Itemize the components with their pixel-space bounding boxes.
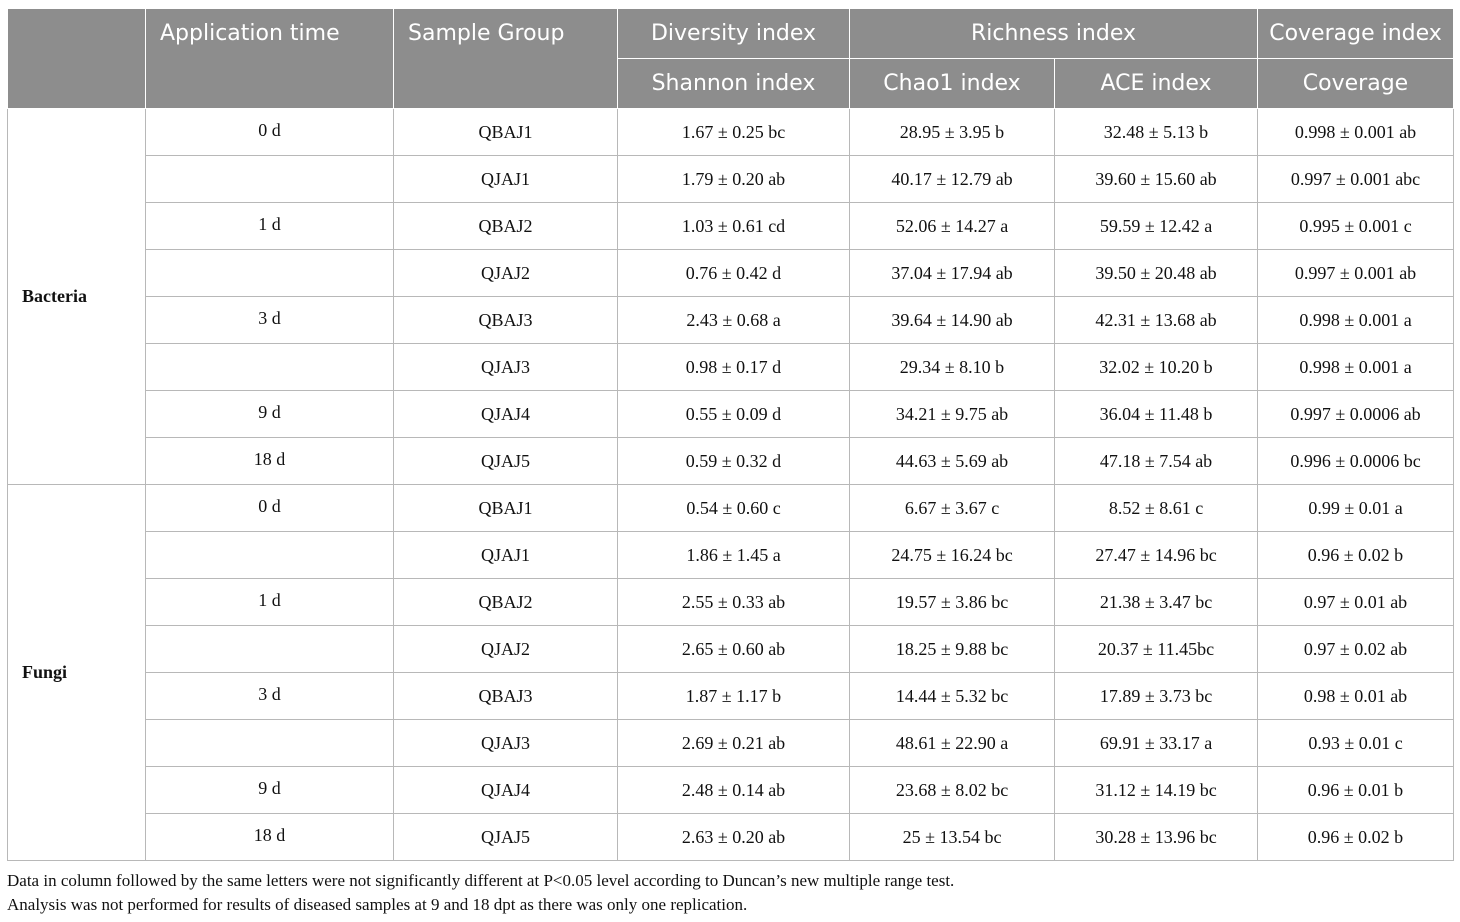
cell-time: 18 d xyxy=(146,814,394,861)
cell-shannon: 1.79 ± 0.20 ab xyxy=(618,156,850,203)
cell-chao1: 6.67 ± 3.67 c xyxy=(850,485,1055,532)
cell-ace: 20.37 ± 11.45bc xyxy=(1055,626,1258,673)
cell-time: 1 d xyxy=(146,203,394,250)
cell-coverage: 0.93 ± 0.01 c xyxy=(1258,720,1454,767)
cell-time xyxy=(146,344,394,391)
cell-coverage: 0.98 ± 0.01 ab xyxy=(1258,673,1454,720)
cell-time: 1 d xyxy=(146,579,394,626)
cell-ace: 47.18 ± 7.54 ab xyxy=(1055,438,1258,485)
cell-sample: QJAJ3 xyxy=(394,344,618,391)
cell-coverage: 0.996 ± 0.0006 bc xyxy=(1258,438,1454,485)
cell-time: 9 d xyxy=(146,391,394,438)
cell-chao1: 23.68 ± 8.02 bc xyxy=(850,767,1055,814)
cell-ace: 39.50 ± 20.48 ab xyxy=(1055,250,1258,297)
table-row xyxy=(8,626,1454,673)
cell-sample: QJAJ4 xyxy=(394,391,618,438)
cell-sample: QJAJ4 xyxy=(394,767,618,814)
table-row xyxy=(8,532,1454,579)
group-label-bacteria: Bacteria xyxy=(8,109,146,485)
header-diversity-index: Diversity index xyxy=(618,9,850,59)
cell-ace: 59.59 ± 12.42 a xyxy=(1055,203,1258,250)
cell-coverage: 0.998 ± 0.001 ab xyxy=(1258,109,1454,156)
cell-time: 0 d xyxy=(146,485,394,532)
header-coverage-index: Coverage index xyxy=(1258,9,1454,59)
cell-chao1: 24.75 ± 16.24 bc xyxy=(850,532,1055,579)
note-line-2: Analysis was not performed for results of diseased samples at 9 and 18 dpt as there was only one replication. xyxy=(7,895,748,914)
cell-time xyxy=(146,626,394,673)
cell-shannon: 2.63 ± 0.20 ab xyxy=(618,814,850,861)
table-row xyxy=(8,250,1454,297)
header-sample-group: Sample Group xyxy=(394,9,618,109)
cell-shannon: 1.86 ± 1.45 a xyxy=(618,532,850,579)
cell-shannon: 2.48 ± 0.14 ab xyxy=(618,767,850,814)
table-row xyxy=(8,438,1454,485)
cell-shannon: 1.67 ± 0.25 bc xyxy=(618,109,850,156)
cell-chao1: 19.57 ± 3.86 bc xyxy=(850,579,1055,626)
cell-ace: 31.12 ± 14.19 bc xyxy=(1055,767,1258,814)
cell-chao1: 52.06 ± 14.27 a xyxy=(850,203,1055,250)
cell-coverage: 0.997 ± 0.0006 ab xyxy=(1258,391,1454,438)
table-row xyxy=(8,579,1454,626)
cell-chao1: 14.44 ± 5.32 bc xyxy=(850,673,1055,720)
cell-sample: QBAJ2 xyxy=(394,579,618,626)
cell-time xyxy=(146,156,394,203)
header-shannon-index: Shannon index xyxy=(618,59,850,109)
cell-chao1: 39.64 ± 14.90 ab xyxy=(850,297,1055,344)
cell-time: 0 d xyxy=(146,109,394,156)
cell-sample: QJAJ2 xyxy=(394,626,618,673)
cell-coverage: 0.96 ± 0.02 b xyxy=(1258,532,1454,579)
table-row xyxy=(8,485,1454,532)
cell-chao1: 29.34 ± 8.10 b xyxy=(850,344,1055,391)
cell-coverage: 0.998 ± 0.001 a xyxy=(1258,297,1454,344)
cell-ace: 30.28 ± 13.96 bc xyxy=(1055,814,1258,861)
cell-chao1: 44.63 ± 5.69 ab xyxy=(850,438,1055,485)
cell-ace: 32.02 ± 10.20 b xyxy=(1055,344,1258,391)
cell-ace: 27.47 ± 14.96 bc xyxy=(1055,532,1258,579)
note-line-1: Data in column followed by the same letters were not significantly different at P<0.05 level according to Duncan’s new multiple range test. xyxy=(7,871,955,890)
cell-sample: QBAJ3 xyxy=(394,297,618,344)
table-notes xyxy=(7,869,1453,917)
cell-chao1: 34.21 ± 9.75 ab xyxy=(850,391,1055,438)
cell-chao1: 48.61 ± 22.90 a xyxy=(850,720,1055,767)
header-blank xyxy=(8,9,146,109)
cell-sample: QBAJ2 xyxy=(394,203,618,250)
cell-sample: QJAJ1 xyxy=(394,532,618,579)
cell-sample: QJAJ2 xyxy=(394,250,618,297)
group-label-fungi: Fungi xyxy=(8,485,146,861)
cell-time xyxy=(146,720,394,767)
table-row xyxy=(8,391,1454,438)
cell-shannon: 2.43 ± 0.68 a xyxy=(618,297,850,344)
cell-time: 3 d xyxy=(146,297,394,344)
cell-shannon: 1.03 ± 0.61 cd xyxy=(618,203,850,250)
cell-sample: QBAJ1 xyxy=(394,109,618,156)
cell-sample: QJAJ1 xyxy=(394,156,618,203)
cell-ace: 8.52 ± 8.61 c xyxy=(1055,485,1258,532)
cell-coverage: 0.997 ± 0.001 ab xyxy=(1258,250,1454,297)
cell-ace: 36.04 ± 11.48 b xyxy=(1055,391,1258,438)
header-coverage: Coverage xyxy=(1258,59,1454,109)
table-row xyxy=(8,156,1454,203)
cell-shannon: 0.98 ± 0.17 d xyxy=(618,344,850,391)
cell-ace: 32.48 ± 5.13 b xyxy=(1055,109,1258,156)
table-row xyxy=(8,203,1454,250)
cell-chao1: 37.04 ± 17.94 ab xyxy=(850,250,1055,297)
cell-coverage: 0.97 ± 0.02 ab xyxy=(1258,626,1454,673)
cell-shannon: 0.55 ± 0.09 d xyxy=(618,391,850,438)
cell-ace: 69.91 ± 33.17 a xyxy=(1055,720,1258,767)
cell-coverage: 0.96 ± 0.02 b xyxy=(1258,814,1454,861)
cell-ace: 39.60 ± 15.60 ab xyxy=(1055,156,1258,203)
cell-time xyxy=(146,250,394,297)
cell-coverage: 0.96 ± 0.01 b xyxy=(1258,767,1454,814)
cell-time xyxy=(146,532,394,579)
cell-sample: QJAJ5 xyxy=(394,438,618,485)
table-row xyxy=(8,720,1454,767)
cell-coverage: 0.97 ± 0.01 ab xyxy=(1258,579,1454,626)
cell-time: 18 d xyxy=(146,438,394,485)
cell-shannon: 0.59 ± 0.32 d xyxy=(618,438,850,485)
table-row xyxy=(8,344,1454,391)
diversity-table xyxy=(7,8,1454,861)
table-row xyxy=(8,673,1454,720)
cell-time: 3 d xyxy=(146,673,394,720)
cell-shannon: 2.55 ± 0.33 ab xyxy=(618,579,850,626)
cell-sample: QBAJ1 xyxy=(394,485,618,532)
table-row xyxy=(8,297,1454,344)
cell-coverage: 0.995 ± 0.001 c xyxy=(1258,203,1454,250)
table-body xyxy=(8,109,1454,861)
cell-shannon: 0.54 ± 0.60 c xyxy=(618,485,850,532)
cell-ace: 17.89 ± 3.73 bc xyxy=(1055,673,1258,720)
table-row xyxy=(8,109,1454,156)
cell-chao1: 28.95 ± 3.95 b xyxy=(850,109,1055,156)
cell-time: 9 d xyxy=(146,767,394,814)
header-application-time: Application time xyxy=(146,9,394,109)
table-row xyxy=(8,767,1454,814)
cell-sample: QJAJ5 xyxy=(394,814,618,861)
header-ace-index: ACE index xyxy=(1055,59,1258,109)
results-table-container xyxy=(7,8,1453,917)
cell-chao1: 40.17 ± 12.79 ab xyxy=(850,156,1055,203)
table-row xyxy=(8,814,1454,861)
header-chao1-index: Chao1 index xyxy=(850,59,1055,109)
cell-coverage: 0.998 ± 0.001 a xyxy=(1258,344,1454,391)
cell-shannon: 0.76 ± 0.42 d xyxy=(618,250,850,297)
cell-ace: 21.38 ± 3.47 bc xyxy=(1055,579,1258,626)
cell-sample: QBAJ3 xyxy=(394,673,618,720)
cell-shannon: 2.65 ± 0.60 ab xyxy=(618,626,850,673)
cell-shannon: 1.87 ± 1.17 b xyxy=(618,673,850,720)
table-header xyxy=(8,9,1454,109)
cell-shannon: 2.69 ± 0.21 ab xyxy=(618,720,850,767)
cell-coverage: 0.99 ± 0.01 a xyxy=(1258,485,1454,532)
cell-chao1: 25 ± 13.54 bc xyxy=(850,814,1055,861)
cell-coverage: 0.997 ± 0.001 abc xyxy=(1258,156,1454,203)
header-richness-index: Richness index xyxy=(850,9,1258,59)
cell-sample: QJAJ3 xyxy=(394,720,618,767)
cell-chao1: 18.25 ± 9.88 bc xyxy=(850,626,1055,673)
cell-ace: 42.31 ± 13.68 ab xyxy=(1055,297,1258,344)
